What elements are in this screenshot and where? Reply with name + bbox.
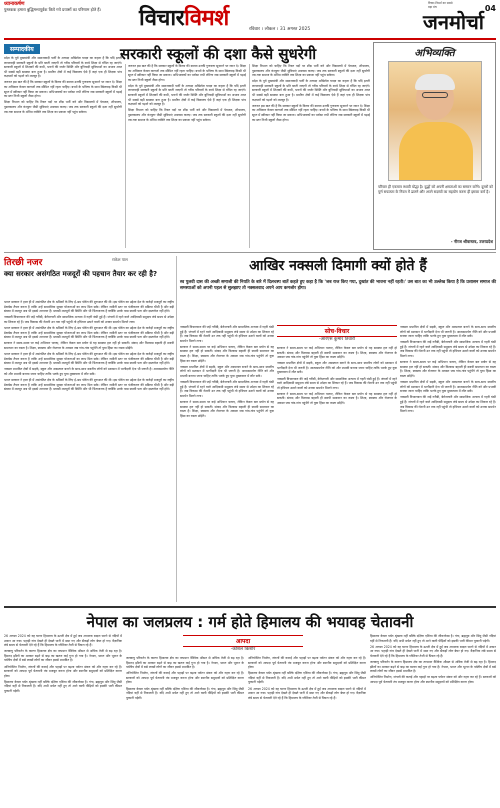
paper-name: जनमोर्चा [423, 10, 484, 34]
editorial-paragraph: प्रदेश के पूर्व मुख्यमंत्री और समाजवादी पार्टी के अध्यक्ष अखिलेश यादव का कहना है कि यदि इतनी लापरवाही सरकारी स्कूलों के प्रति बरती जाएगी तो गरीब परिवारों के बच्चे शिक्षा से वंचित रह जाएंगे। सरकारी स्कूलों में शिक्षकों की कमी, भवनों की जर्जर स्थिति और बुनियादी सुविधाओं का अभाव आज भी सबसे बड़ी समस्या बना हुआ है। ग्रामीण क्षेत्रों में कई विद्यालय ऐसे हैं जहां एक ही शिक्षक पांच कक्षाओं को पढ़ाने को मजबूर है। [128, 83, 246, 107]
article-paragraph: हिमालय केवल पर्वत श्रृंखला नहीं बल्कि दक्षिण एशिया की जीवनरेखा है। गंगा, ब्रह्मपुत्र और सिंधु जैसी नदियां यहीं से निकलती हैं। यदि अभी सचेत नहीं हुए तो आने वाली पीढ़ियों को इसकी भारी कीमत चुकानी पड़ेगी। [126, 686, 244, 700]
article-paragraph: सरकार ने समय-समय पर कई अभियान चलाए, लेकिन केवल बल प्रयोग से यह समस्या हल नहीं हो सकती। संवाद और विश्वास बहाली ही स्थायी समाधान का रास्ता है। शिक्षा, स्वास्थ्य और रोजगार के अवसर जब गांव-गांव पहुंचेंगे तो युवा हिंसा का रास्ता छोड़ेंगे। [4, 341, 174, 350]
article-paragraph: अनियोजित निर्माण, जंगलों की कटाई और पहाड़ों पर बढ़ता पर्यटन संकट को और गहरा कर रहे हैं। सरकारों को आपदा पूर्व चेतावनी तंत्र मजबूत करना होगा और स्थानीय समुदायों को प्रशिक्षित करना होगा। [370, 675, 496, 684]
article-paragraph: नक्सल प्रभावित क्षेत्रों में सड़कें, स्कूल और अस्पताल बनाने के साथ-साथ स्थानीय लोगों को प्रशासन में भागीदारी देना भी जरूरी है। आत्मसमर्पण नीति को और प्रभावी बनाया जाना चाहिए ताकि भटके हुए युवा मुख्यधारा में लौट सकें। [400, 325, 496, 339]
article-paragraph: जलवायु परिवर्तन के कारण हिमालय क्षेत्र का तापमान वैश्विक औसत से अधिक तेजी से बढ़ रहा है। हिमनद झीलों का आकार बढ़ने से बाढ़ का खतरा कई गुना हो गया है। नेपाल, भारत और भूटान के पर्वतीय क्षेत्रों में बसे लाखों लोगों का जीवन इससे प्रभावित है। [4, 649, 122, 663]
section-title-part1: विचार [139, 5, 185, 31]
bottom-section-label: आपदा [183, 635, 303, 647]
photo-shirt [399, 122, 473, 181]
editorial-column-3 [252, 64, 370, 248]
article-paragraph: अनियोजित निर्माण, जंगलों की कटाई और पहाड़ों पर बढ़ता पर्यटन संकट को और गहरा कर रहे हैं। सरकारों को आपदा पूर्व चेतावनी तंत्र मजबूत करना होगा और स्थानीय समुदायों को प्रशिक्षित करना होगा। [4, 664, 122, 678]
article-paragraph: नक्सली विचारधारा की जड़ें गरीबी, बेरोजगारी और सामाजिक अन्याय में गहरी धंसी हुई हैं। जंगलों में रहने वाले आदिवासी समुदाय लंबे समय से उपेक्षा का शिकार रहे हैं। जब विकास की रोशनी उन तक नहीं पहुंची तो हथियार उठाने वालों को उनका समर्थन मिलने लगा। [4, 315, 174, 324]
article-column-1 [180, 325, 274, 602]
bottom-column-1 [4, 634, 122, 804]
article-paragraph: भारत सरकार ने हाल ही में असंगठित क्षेत्र के श्रमिकों के लिए ई-श्रम पोर्टल की शुरुआत की थी। इस पोर्टल का उद्देश्य देश के करोड़ों मजदूरों का राष्ट्रीय डेटाबेस तैयार करना है ताकि उन्हें सामाजिक सुरक्षा योजनाओं का लाभ मिल सके। लेकिन जमीनी स्तर पर पंजीकरण की प्रक्रिया धीमी है और बड़ी संख्या में मजदूर अब भी इससे अनजान हैं। प्रवासी मजदूरों की स्थिति और भी चिंताजनक है क्योंकि उनके पास स्थायी पता और दस्तावेज नहीं होते। [4, 300, 174, 314]
editorial-paragraph: प्रदेश के पूर्व मुख्यमंत्री और समाजवादी पार्टी के अध्यक्ष अखिलेश यादव का कहना है कि यदि इतनी लापरवाही सरकारी स्कूलों के प्रति बरती जाएगी तो गरीब परिवारों के बच्चे शिक्षा से वंचित रह जाएंगे। सरकारी स्कूलों में शिक्षकों की कमी, भवनों की जर्जर स्थिति और बुनियादी सुविधाओं का अभाव आज भी सबसे बड़ी समस्या बना हुआ है। ग्रामीण क्षेत्रों में कई विद्यालय ऐसे हैं जहां एक ही शिक्षक पांच कक्षाओं को पढ़ाने को मजबूर है। [4, 56, 122, 79]
opinion-author: - नीरज श्रीवास्तव, उत्तरप्रदेश [450, 239, 493, 244]
masthead-note-tag: ध्यानाकर्षण [4, 1, 25, 7]
editorial-paragraph: जरूरत इस बात की है कि सरकार स्कूलों के विलय की बजाय उनकी गुणवत्ता सुधारने पर ध्यान दे। शिक्षा का अधिकार केवल कागजों तक सीमित नहीं रहना चाहिए। बच्चों के भविष्य के साथ खिलवाड़ किसी भी सूरत में स्वीकार नहीं किया जा सकता। अभिभावकों का भरोसा तभी लौटेगा जब सरकारी स्कूलों में पढ़ाई का स्तर निजी स्कूलों जैसा होगा। [128, 64, 246, 82]
article-paragraph: सरकार ने समय-समय पर कई अभियान चलाए, लेकिन केवल बल प्रयोग से यह समस्या हल नहीं हो सकती। संवाद और विश्वास बहाली ही स्थायी समाधान का रास्ता है। शिक्षा, स्वास्थ्य और रोजगार के अवसर जब गांव-गांव पहुंचेंगे तो युवा हिंसा का रास्ता छोड़ेंगे। [400, 360, 496, 378]
masthead-note [4, 2, 124, 12]
article-paragraph: हिमालय केवल पर्वत श्रृंखला नहीं बल्कि दक्षिण एशिया की जीवनरेखा है। गंगा, ब्रह्मपुत्र और सिंधु जैसी नदियां यहीं से निकलती हैं। यदि अभी सचेत नहीं हुए तो आने वाली पीढ़ियों को इसकी भारी कीमत चुकानी पड़ेगी। [4, 679, 122, 694]
editorial-paragraph: शिक्षा विभाग को चाहिए कि रिक्त पदों पर शीघ्र भर्ती करे और विद्यालयों में पेयजल, शौचालय, पुस्तकालय और कंप्यूटर जैसी सुविधाएं उपलब्ध कराए। जब तक सरकारी स्कूलों की दशा नहीं सुधरेगी तब तक समाज के अंतिम व्यक्ति तक शिक्षा का प्रकाश नहीं पहुंच सकेगा। [4, 100, 122, 114]
article-paragraph: 26 अगस्त 2024 को यह घटना हिमालय के ऊपरी क्षेत्र में हुई जब अचानक बादल फटने से नदियों में उफान आ गया। पहाड़ी गांव देखते ही देखते पानी में समा गए और सैकड़ों लोग बेघर हो गए। वैज्ञानिक लंबे समय से चेतावनी देते रहे हैं कि हिमालय के ग्लेशियर तेजी से पिघल रहे हैं। [4, 634, 122, 648]
article-column-3 [400, 325, 496, 602]
editorial-paragraph: शिक्षा विभाग को चाहिए कि रिक्त पदों पर शीघ्र भर्ती करे और विद्यालयों में पेयजल, शौचालय, पुस्तकालय और कंप्यूटर जैसी सुविधाएं उपलब्ध कराए। जब तक सरकारी स्कूलों की दशा नहीं सुधरेगी तब तक समाज के अंतिम व्यक्ति तक शिक्षा का प्रकाश नहीं पहुंच सकेगा। [128, 108, 246, 122]
article-paragraph: 26 अगस्त 2024 को यह घटना हिमालय के ऊपरी क्षेत्र में हुई जब अचानक बादल फटने से नदियों में उफान आ गया। पहाड़ी गांव देखते ही देखते पानी में समा गए और सैकड़ों लोग बेघर हो गए। वैज्ञानिक लंबे समय से चेतावनी देते रहे हैं कि हिमालय के ग्लेशियर तेजी से पिघल रहे हैं। [370, 644, 496, 658]
article-paragraph: नक्सली विचारधारा की जड़ें गरीबी, बेरोजगारी और सामाजिक अन्याय में गहरी धंसी हुई हैं। जंगलों में रहने वाले आदिवासी समुदाय लंबे समय से उपेक्षा का शिकार रहे हैं। जब विकास की रोशनी उन तक नहीं पहुंची तो हथियार उठाने वालों को उनका समर्थन मिलने लगा। [400, 340, 496, 359]
article-paragraph: अनियोजित निर्माण, जंगलों की कटाई और पहाड़ों पर बढ़ता पर्यटन संकट को और गहरा कर रहे हैं। सरकारों को आपदा पूर्व चेतावनी तंत्र मजबूत करना होगा और स्थानीय समुदायों को प्रशिक्षित करना होगा। [126, 671, 244, 685]
editorial-column-2 [128, 64, 246, 248]
article-paragraph: सरकार ने समय-समय पर कई अभियान चलाए, लेकिन केवल बल प्रयोग से यह समस्या हल नहीं हो सकती। संवाद और विश्वास बहाली ही स्थायी समाधान का रास्ता है। शिक्षा, स्वास्थ्य और रोजगार के अवसर जब गांव-गांव पहुंचेंगे तो युवा हिंसा का रास्ता छोड़ेंगे। [180, 399, 274, 418]
opinion-box [373, 42, 496, 250]
article-paragraph: नक्सल प्रभावित क्षेत्रों में सड़कें, स्कूल और अस्पताल बनाने के साथ-साथ स्थानीय लोगों को प्रशासन में भागीदारी देना भी जरूरी है। आत्मसमर्पण नीति को और प्रभावी बनाया जाना चाहिए ताकि भटके हुए युवा मुख्यधारा में लौट सकें। [277, 361, 397, 375]
column-divider [176, 256, 177, 602]
article-paragraph: हिमालय केवल पर्वत श्रृंखला नहीं बल्कि दक्षिण एशिया की जीवनरेखा है। गंगा, ब्रह्मपुत्र और सिंधु जैसी नदियां यहीं से निकलती हैं। यदि अभी सचेत नहीं हुए तो आने वाली पीढ़ियों को इसकी भारी कीमत चुकानी पड़ेगी। [248, 671, 366, 685]
article-intro: स्व पुलवी दास की अच्छी समाजी की नियति के बारे में दिलचस्प बातें कहते हुए कहा है कि 'जब राज किए गया, दुखांत की भावना नहीं रहती।' उस बात का भी उल्लेख किया है कि प्रशासन समाज की समस्याओं को अपनी पहल से सुलझाए तो नक्सलवाद अपने आप कमजोर होगा। [180, 280, 496, 291]
section-title-part2: विमर्श [184, 5, 229, 31]
article-paragraph: जलवायु परिवर्तन के कारण हिमालय क्षेत्र का तापमान वैश्विक औसत से अधिक तेजी से बढ़ रहा है। हिमनद झीलों का आकार बढ़ने से बाढ़ का खतरा कई गुना हो गया है। नेपाल, भारत और भूटान के पर्वतीय क्षेत्रों में बसे लाखों लोगों का जीवन इससे प्रभावित है। [126, 656, 244, 670]
article-column-2 [277, 346, 397, 602]
article-paragraph: अनियोजित निर्माण, जंगलों की कटाई और पहाड़ों पर बढ़ता पर्यटन संकट को और गहरा कर रहे हैं। सरकारों को आपदा पूर्व चेतावनी तंत्र मजबूत करना होगा और स्थानीय समुदायों को प्रशिक्षित करना होगा। [248, 656, 366, 670]
article-paragraph: हिमालय केवल पर्वत श्रृंखला नहीं बल्कि दक्षिण एशिया की जीवनरेखा है। गंगा, ब्रह्मपुत्र और सिंधु जैसी नदियां यहीं से निकलती हैं। यदि अभी सचेत नहीं हुए तो आने वाली पीढ़ियों को इसकी भारी कीमत चुकानी पड़ेगी। [370, 634, 496, 643]
article-paragraph: सरकार ने समय-समय पर कई अभियान चलाए, लेकिन केवल बल प्रयोग से यह समस्या हल नहीं हो सकती। संवाद और विश्वास बहाली ही स्थायी समाधान का रास्ता है। शिक्षा, स्वास्थ्य और रोजगार के अवसर जब गांव-गांव पहुंचेंगे तो युवा हिंसा का रास्ता छोड़ेंगे। [180, 344, 274, 363]
bottom-headline: नेपाल का जलप्रलय : गर्म होते हिमालय की भयावह चेतावनी [86, 613, 414, 631]
bottom-column-4 [370, 634, 496, 804]
section-title [139, 2, 229, 32]
article-paragraph: नक्सली विचारधारा की जड़ें गरीबी, बेरोजगारी और सामाजिक अन्याय में गहरी धंसी हुई हैं। जंगलों में रहने वाले आदिवासी समुदाय लंबे समय से उपेक्षा का शिकार रहे हैं। जब विकास की रोशनी उन तक नहीं पहुंची तो हथियार उठाने वालों को उनका समर्थन मिलने लगा। [180, 325, 274, 343]
article-paragraph: जलवायु परिवर्तन के कारण हिमालय क्षेत्र का तापमान वैश्विक औसत से अधिक तेजी से बढ़ रहा है। हिमनद झीलों का आकार बढ़ने से बाढ़ का खतरा कई गुना हो गया है। नेपाल, भारत और भूटान के पर्वतीय क्षेत्रों में बसे लाखों लोगों का जीवन इससे प्रभावित है। [370, 659, 496, 674]
article-author: -आरएस कुमार तिवारी [318, 337, 355, 342]
editorial-paragraph: प्रदेश के पूर्व मुख्यमंत्री और समाजवादी पार्टी के अध्यक्ष अखिलेश यादव का कहना है कि यदि इतनी लापरवाही सरकारी स्कूलों के प्रति बरती जाएगी तो गरीब परिवारों के बच्चे शिक्षा से वंचित रह जाएंगे। सरकारी स्कूलों में शिक्षकों की कमी, भवनों की जर्जर स्थिति और बुनियादी सुविधाओं का अभाव आज भी सबसे बड़ी समस्या बना हुआ है। ग्रामीण क्षेत्रों में कई विद्यालय ऐसे हैं जहां एक ही शिक्षक पांच कक्षाओं को पढ़ाने को मजबूर है। [252, 79, 370, 102]
editorial-paragraph: शिक्षा विभाग को चाहिए कि रिक्त पदों पर शीघ्र भर्ती करे और विद्यालयों में पेयजल, शौचालय, पुस्तकालय और कंप्यूटर जैसी सुविधाएं उपलब्ध कराए। जब तक सरकारी स्कूलों की दशा नहीं सुधरेगी तब तक समाज के अंतिम व्यक्ति तक शिक्षा का प्रकाश नहीं पहुंच सकेगा। [252, 64, 370, 78]
left-headline: क्या सरकार असंगठित मजदूरों की पहचान तैयार कर रही है? [4, 270, 158, 278]
bottom-column-2 [126, 656, 244, 804]
masthead-rule [4, 38, 496, 40]
bottom-column-3 [248, 656, 366, 804]
article-paragraph: नक्सली विचारधारा की जड़ें गरीबी, बेरोजगारी और सामाजिक अन्याय में गहरी धंसी हुई हैं। जंगलों में रहने वाले आदिवासी समुदाय लंबे समय से उपेक्षा का शिकार रहे हैं। जब विकास की रोशनी उन तक नहीं पहुंची तो हथियार उठाने वालों को उनका समर्थन मिलने लगा। [180, 380, 274, 398]
article-paragraph: नक्सल प्रभावित क्षेत्रों में सड़कें, स्कूल और अस्पताल बनाने के साथ-साथ स्थानीय लोगों को प्रशासन में भागीदारी देना भी जरूरी है। आत्मसमर्पण नीति को और प्रभावी बनाया जाना चाहिए ताकि भटके हुए युवा मुख्यधारा में लौट सकें। [4, 367, 174, 376]
article-paragraph: नक्सली विचारधारा की जड़ें गरीबी, बेरोजगारी और सामाजिक अन्याय में गहरी धंसी हुई हैं। जंगलों में रहने वाले आदिवासी समुदाय लंबे समय से उपेक्षा का शिकार रहे हैं। जब विकास की रोशनी उन तक नहीं पहुंची तो हथियार उठाने वालों को उनका समर्थन मिलने लगा। [277, 376, 397, 390]
column-divider [249, 64, 250, 248]
column-divider [125, 64, 126, 248]
left-article-body [4, 300, 174, 602]
bottom-author: -कौशल किशोर [230, 647, 256, 652]
masthead-note-text: पुस्तकक हमारा बुद्धिमत्तापूर्वक किये गये प्रयासों का परिणाम होते हैं। [4, 7, 102, 12]
editorial-label: सम्पादकीय [4, 44, 40, 54]
issue-date: रविवार । लोकल । 31 अगस्त 2025 [249, 27, 311, 32]
opinion-quote: परिवार ही एकमात्र स्थायी योद्धा है। युद्धों को अपनी क्षमताओं का सम्मान करेंगे। दूसरों को पूर्ण सफलता के नियम में ढालने और अपने सदस्यों का सहयोग करना ही इसका कर्म है। [378, 185, 493, 194]
masthead [4, 2, 496, 36]
page-number: 04 [484, 4, 496, 13]
article-paragraph: सरकार ने समय-समय पर कई अभियान चलाए, लेकिन केवल बल प्रयोग से यह समस्या हल नहीं हो सकती। संवाद और विश्वास बहाली ही स्थायी समाधान का रास्ता है। शिक्षा, स्वास्थ्य और रोजगार के अवसर जब गांव-गांव पहुंचेंगे तो युवा हिंसा का रास्ता छोड़ेंगे। [277, 391, 397, 406]
author-photo [388, 61, 482, 181]
photo-hair [415, 74, 455, 90]
bottom-rule [4, 606, 496, 608]
section-rule [4, 252, 496, 253]
main-headline: आखिर नक्सली दिमागी क्यों होते हैं [249, 258, 427, 274]
article-paragraph: भारत सरकार ने हाल ही में असंगठित क्षेत्र के श्रमिकों के लिए ई-श्रम पोर्टल की शुरुआत की थी। इस पोर्टल का उद्देश्य देश के करोड़ों मजदूरों का राष्ट्रीय डेटाबेस तैयार करना है ताकि उन्हें सामाजिक सुरक्षा योजनाओं का लाभ मिल सके। लेकिन जमीनी स्तर पर पंजीकरण की प्रक्रिया धीमी है और बड़ी संख्या में मजदूर अब भी इससे अनजान हैं। प्रवासी मजदूरों की स्थिति और भी चिंताजनक है क्योंकि उनके पास स्थायी पता और दस्तावेज नहीं होते। [4, 325, 174, 340]
article-section-label: सोच-विचार [277, 325, 397, 337]
article-paragraph: सरकार ने समय-समय पर कई अभियान चलाए, लेकिन केवल बल प्रयोग से यह समस्या हल नहीं हो सकती। संवाद और विश्वास बहाली ही स्थायी समाधान का रास्ता है। शिक्षा, स्वास्थ्य और रोजगार के अवसर जब गांव-गांव पहुंचेंगे तो युवा हिंसा का रास्ता छोड़ेंगे। [277, 346, 397, 360]
editorial-headline: सरकारी स्कूलों की दशा कैसे सुधरेगी [120, 45, 317, 63]
article-paragraph: भारत सरकार ने हाल ही में असंगठित क्षेत्र के श्रमिकों के लिए ई-श्रम पोर्टल की शुरुआत की थी। इस पोर्टल का उद्देश्य देश के करोड़ों मजदूरों का राष्ट्रीय डेटाबेस तैयार करना है ताकि उन्हें सामाजिक सुरक्षा योजनाओं का लाभ मिल सके। लेकिन जमीनी स्तर पर पंजीकरण की प्रक्रिया धीमी है और बड़ी संख्या में मजदूर अब भी इससे अनजान हैं। प्रवासी मजदूरों की स्थिति और भी चिंताजनक है क्योंकि उनके पास स्थायी पता और दस्तावेज नहीं होते। [4, 377, 174, 392]
paper-tagline: विचार-विमर्श का सबसे बड़ा मंच [428, 1, 453, 9]
photo-glasses [422, 92, 448, 98]
article-paragraph: नक्सल प्रभावित क्षेत्रों में सड़कें, स्कूल और अस्पताल बनाने के साथ-साथ स्थानीय लोगों को प्रशासन में भागीदारी देना भी जरूरी है। आत्मसमर्पण नीति को और प्रभावी बनाया जाना चाहिए ताकि भटके हुए युवा मुख्यधारा में लौट सकें। [400, 380, 496, 394]
column-label-author: राकेश पाल [112, 257, 128, 262]
article-paragraph: नक्सली विचारधारा की जड़ें गरीबी, बेरोजगारी और सामाजिक अन्याय में गहरी धंसी हुई हैं। जंगलों में रहने वाले आदिवासी समुदाय लंबे समय से उपेक्षा का शिकार रहे हैं। जब विकास की रोशनी उन तक नहीं पहुंची तो हथियार उठाने वालों को उनका समर्थन मिलने लगा। [400, 395, 496, 414]
editorial-paragraph: जरूरत इस बात की है कि सरकार स्कूलों के विलय की बजाय उनकी गुणवत्ता सुधारने पर ध्यान दे। शिक्षा का अधिकार केवल कागजों तक सीमित नहीं रहना चाहिए। बच्चों के भविष्य के साथ खिलवाड़ किसी भी सूरत में स्वीकार नहीं किया जा सकता। अभिभावकों का भरोसा तभी लौटेगा जब सरकारी स्कूलों में पढ़ाई का स्तर निजी स्कूलों जैसा होगा। [252, 103, 370, 122]
article-paragraph: भारत सरकार ने हाल ही में असंगठित क्षेत्र के श्रमिकों के लिए ई-श्रम पोर्टल की शुरुआत की थी। इस पोर्टल का उद्देश्य देश के करोड़ों मजदूरों का राष्ट्रीय डेटाबेस तैयार करना है ताकि उन्हें सामाजिक सुरक्षा योजनाओं का लाभ मिल सके। लेकिन जमीनी स्तर पर पंजीकरण की प्रक्रिया धीमी है और बड़ी संख्या में मजदूर अब भी इससे अनजान हैं। प्रवासी मजदूरों की स्थिति और भी चिंताजनक है क्योंकि उनके पास स्थायी पता और दस्तावेज नहीं होते। [4, 351, 174, 366]
article-paragraph: नक्सल प्रभावित क्षेत्रों में सड़कें, स्कूल और अस्पताल बनाने के साथ-साथ स्थानीय लोगों को प्रशासन में भागीदारी देना भी जरूरी है। आत्मसमर्पण नीति को और प्रभावी बनाया जाना चाहिए ताकि भटके हुए युवा मुख्यधारा में लौट सकें। [180, 364, 274, 378]
article-paragraph: 26 अगस्त 2024 को यह घटना हिमालय के ऊपरी क्षेत्र में हुई जब अचानक बादल फटने से नदियों में उफान आ गया। पहाड़ी गांव देखते ही देखते पानी में समा गए और सैकड़ों लोग बेघर हो गए। वैज्ञानिक लंबे समय से चेतावनी देते रहे हैं कि हिमालय के ग्लेशियर तेजी से पिघल रहे हैं। [248, 686, 366, 700]
column-label: तिरछी नजर [4, 258, 43, 268]
editorial-column-1 [4, 56, 122, 248]
editorial-paragraph: जरूरत इस बात की है कि सरकार स्कूलों के विलय की बजाय उनकी गुणवत्ता सुधारने पर ध्यान दे। शिक्षा का अधिकार केवल कागजों तक सीमित नहीं रहना चाहिए। बच्चों के भविष्य के साथ खिलवाड़ किसी भी सूरत में स्वीकार नहीं किया जा सकता। अभिभावकों का भरोसा तभी लौटेगा जब सरकारी स्कूलों में पढ़ाई का स्तर निजी स्कूलों जैसा होगा। [4, 80, 122, 99]
opinion-title: अभिव्यक्ति [414, 48, 455, 59]
